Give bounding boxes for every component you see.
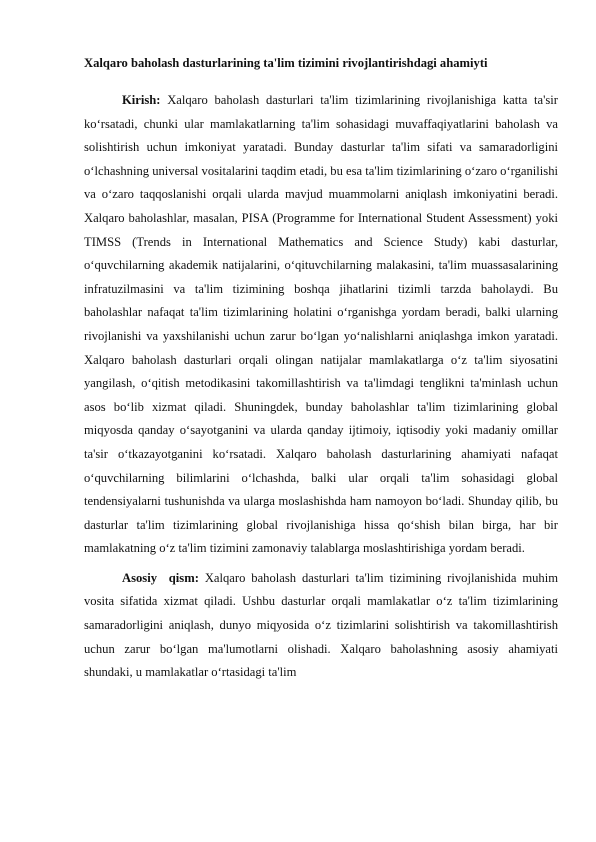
document-page	[84, 54, 558, 691]
paragraph-lead-main-part: Asosiy qism:	[122, 570, 199, 585]
paragraph-introduction	[84, 89, 558, 561]
document-title: Xalqaro baholash dasturlarining ta'lim tizimini rivojlantirishdagi ahamiyti	[84, 56, 488, 70]
paragraph-text-main-part: Xalqaro baholash dasturlari ta'lim tizimining rivojlanishida muhim vosita sifatida xizmat qiladi. Ushbu dasturlar orqali mamlakatlar o‘z ta'lim tizimlarining samaradorligini aniqlash, dunyo miqyosida o‘z tizimlarini solishtirish va takomillashtirish uchun zarur bo‘lgan ma'lumotlarni olishadi. Xalqaro baholashning asosiy ahamiyati shundaki, u mamlakatlar o‘rtasidagi ta'lim	[84, 570, 559, 680]
paragraph-main-part	[84, 567, 558, 685]
paragraph-lead-introduction: Kirish:	[122, 93, 161, 107]
paragraph-text-introduction: Xalqaro baholash dasturlari ta'lim tizimlarining rivojlanishiga katta ta'sir ko‘rsatadi, chunki ular mamlakatlarning ta'lim sohasidagi muvaffaqiyatlarini baholash va solishtirish uchun imkoniyat yaratadi. Bunday dasturlar ta'lim sifati va samaradorligini o‘lchashning universal vositalarini taqdim etadi, bu esa ta'lim tizimlarining o‘zaro o‘rganilishi va o‘zaro taqqoslanishi orqali ularda mavjud muammolarni aniqlash imkoniyatini beradi. Xalqaro baholashlar, masalan, PISA (Programme for International Student Assessment) yoki TIMSS (Trends in International Mathematics and Science Study) kabi dasturlar, o‘quvchilarning akademik natijalarini, o‘qituvchilarning malakasini, ta'lim muassasalarining infratuzilmasini va ta'lim tizimining boshqa jihatlarini tizimli tarzda baholaydi. Bu baholashlar nafaqat ta'lim tizimlarining holatini o‘rganishga yordam beradi, balki ularning rivojlanishi va yaxshilanishi uchun zarur bo‘lgan yo‘nalishlarni aniqlashga imkon yaratadi. Xalqaro baholash dasturlari orqali olingan natijalar mamlakatlarga o‘z ta'lim siyosatini yangilash, o‘qitish metodikasini takomillashtirish va ta'limdagi tenglikni ta'minlash uchun asos bo‘lib xizmat qiladi. Shuningdek, bunday baholashlar ta'lim tizimlarining global miqyosda qanday o‘sayotganini va ularda qanday ijtimoiy, iqtisodiy yoki madaniy omillar ta'sir o‘tkazayotganini ko‘rsatadi. Xalqaro baholash dasturlarining ahamiyati nafaqat o‘quvchilarning bilimlarini o‘lchashda, balki ular orqali ta'lim sohasidagi global tendensiyalarni tushunishda va ularga moslashishda ham namoyon bo‘ladi. Shunday qilib, bu dasturlar ta'lim tizimlarining global rivojlanishiga hissa qo‘shish bilan birga, har bir mamlakatning o‘z ta'lim tizimini zamonaviy talablarga moslashtirishiga yordam beradi.	[84, 93, 558, 556]
